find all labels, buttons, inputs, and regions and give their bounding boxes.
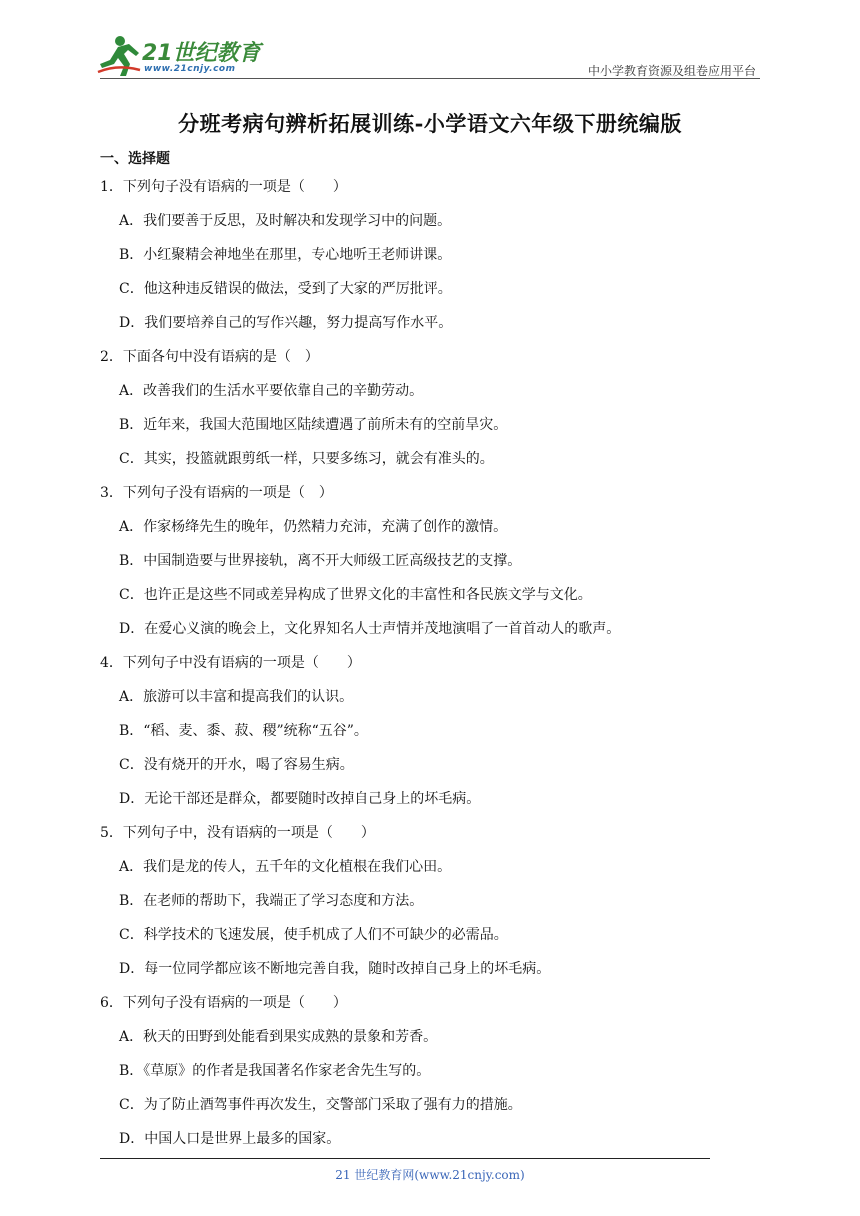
option-a: A．旅游可以丰富和提高我们的认识。: [119, 689, 354, 705]
question-stem: 5．下列句子中，没有语病的一项是（ ）: [100, 825, 375, 841]
option-c: C．科学技术的飞速发展，使手机成了人们不可缺少的必需品。: [119, 927, 508, 943]
question-stem: 4．下列句子中没有语病的一项是（ ）: [100, 655, 361, 671]
option-c: C．没有烧开的开水，喝了容易生病。: [119, 757, 354, 773]
option-b: B．小红聚精会神地坐在那里，专心地听王老师讲课。: [119, 247, 452, 263]
option-d: D．我们要培养自己的写作兴趣，努力提高写作水平。: [119, 315, 453, 331]
option-d: D．每一位同学都应该不断地完善自我，随时改掉自己身上的坏毛病。: [119, 961, 551, 977]
question-list: [100, 170, 760, 1156]
logo: [96, 34, 266, 80]
section-heading: 一、选择题: [100, 151, 170, 167]
option-d: D．中国人口是世界上最多的国家。: [119, 1131, 341, 1147]
header-divider: [100, 78, 760, 79]
option-a: A．我们要善于反思，及时解决和发现学习中的问题。: [119, 213, 452, 229]
platform-name: 中小学教育资源及组卷应用平台: [587, 64, 756, 78]
option-b: B．近年来，我国大范围地区陆续遭遇了前所未有的空前旱灾。: [119, 417, 508, 433]
question-5: [100, 816, 760, 986]
option-c: C．其实，投篮就跟剪纸一样，只要多练习，就会有准头的。: [119, 451, 494, 467]
option-c: C．也许正是这些不同或差异构成了世界文化的丰富性和各民族文学与文化。: [119, 587, 592, 603]
option-b: B．中国制造要与世界接轨，离不开大师级工匠高级技艺的支撑。: [119, 553, 522, 569]
question-stem: 1．下列句子没有语病的一项是（ ）: [100, 179, 347, 195]
option-d: D．无论干部还是群众，都要随时改掉自己身上的坏毛病。: [119, 791, 481, 807]
question-2: [100, 340, 760, 476]
question-1: [100, 170, 760, 340]
option-a: A．改善我们的生活水平要依靠自己的辛勤劳动。: [119, 383, 424, 399]
option-a: A．作家杨绛先生的晚年，仍然精力充沛，充满了创作的激情。: [119, 519, 508, 535]
page-header: [0, 0, 860, 90]
question-4: [100, 646, 760, 816]
runner-logo-icon: [96, 34, 142, 78]
question-stem: 2．下面各句中没有语病的是（ ）: [100, 349, 319, 365]
option-b: B．“稻、麦、黍、菽、稷”统称“五谷”。: [119, 723, 368, 739]
option-c: C．为了防止酒驾事件再次发生，交警部门采取了强有力的措施。: [119, 1097, 522, 1113]
option-b: B．在老师的帮助下，我端正了学习态度和方法。: [119, 893, 424, 909]
question-stem: 3．下列句子没有语病的一项是（ ）: [100, 485, 333, 501]
footer-divider: [100, 1158, 710, 1159]
logo-url: www.21cnjy.com: [144, 64, 236, 74]
question-6: [100, 986, 760, 1156]
option-d: D．在爱心义演的晚会上，文化界知名人士声情并茂地演唱了一首首动人的歌声。: [119, 621, 621, 637]
option-a: A．我们是龙的传人，五千年的文化植根在我们心田。: [119, 859, 452, 875]
footer-text: 21 世纪教育网(www.21cnjy.com): [335, 1168, 525, 1182]
option-c: C．他这种违反错误的做法，受到了大家的严厉批评。: [119, 281, 452, 297]
option-b: B．《草原》的作者是我国著名作家老舍先生写的。: [119, 1063, 431, 1079]
page-title: 分班考病句辨析拓展训练-小学语文六年级下册统编版: [178, 111, 682, 136]
logo-text: 21世纪教育: [142, 41, 261, 66]
question-3: [100, 476, 760, 646]
option-a: A．秋天的田野到处能看到果实成熟的景象和芳香。: [119, 1029, 438, 1045]
question-stem: 6．下列句子没有语病的一项是（ ）: [100, 995, 347, 1011]
